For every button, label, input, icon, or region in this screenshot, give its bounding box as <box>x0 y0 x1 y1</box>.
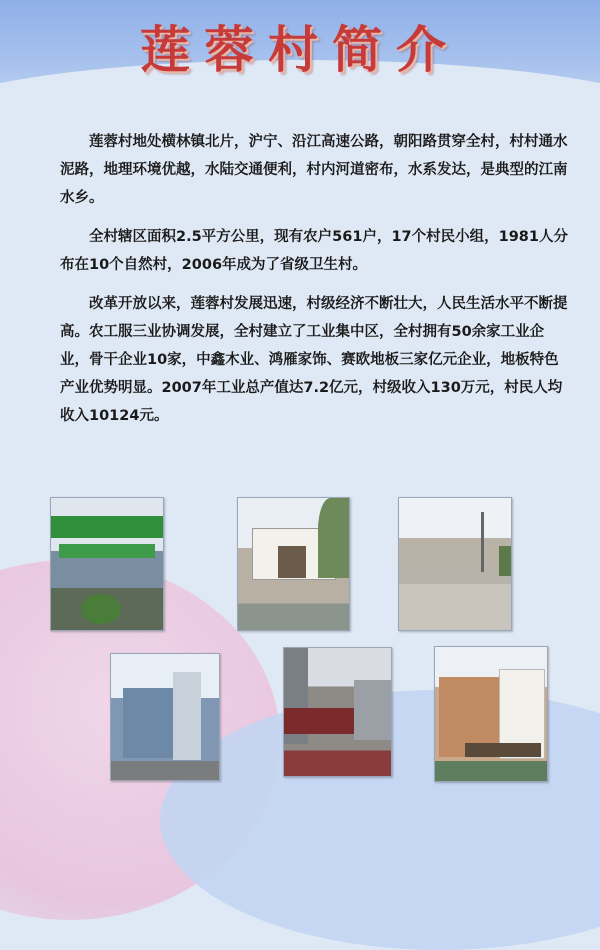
photo-factory-signboard <box>50 497 164 631</box>
photo-company-office <box>434 646 548 782</box>
paragraph-economy: 改革开放以来，莲蓉村发展迅速，村级经济不断壮大，人民生活水平不断提高。农工服三业协调发展，全村建立了工业集中区，全村拥有50余家工业企业，骨干企业10家，中鑫木业、鸿雁家饰、赛欧地板三家亿元企业，地板特色产业优势明显。2007年工业总产值达7.2亿元，村级收入130万元，村民人均收入10124元。 <box>60 296 568 424</box>
paragraph-location: 莲蓉村地处横林镇北片，沪宁、沿江高速公路，朝阳路贯穿全村，村村通水泥路，地理环境优越，水陆交通便利，村内河道密布，水系发达，是典型的江南水乡。 <box>60 134 568 206</box>
photo-factory-gate <box>283 647 392 777</box>
intro-text <box>60 128 570 441</box>
page-title: 莲蓉村简介 <box>140 20 460 79</box>
photo-industrial-road <box>398 497 512 631</box>
photo-village-office <box>237 497 350 631</box>
paragraph-area: 全村辖区面积2.5平方公里，现有农户561户，17个村民小组，1981人分布在10个自然村，2006年成为了省级卫生村。 <box>60 229 568 273</box>
photo-enterprise-building <box>110 653 220 781</box>
